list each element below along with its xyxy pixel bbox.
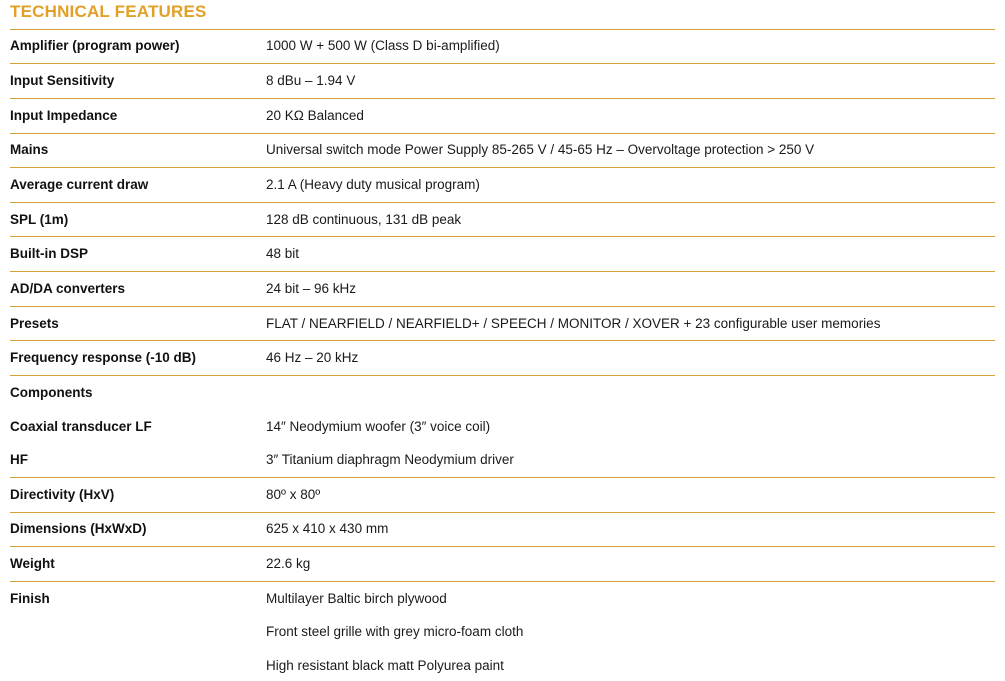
spec-label: AD/DA converters: [10, 281, 126, 296]
spec-label: Presets: [10, 316, 59, 331]
divider: [10, 375, 995, 376]
spec-value: 14″ Neodymium woofer (3″ voice coil): [266, 419, 491, 434]
spec-value: 625 x 410 x 430 mm: [266, 521, 389, 536]
divider: [10, 340, 995, 341]
divider: [10, 477, 995, 478]
spec-value: High resistant black matt Polyurea paint: [266, 658, 504, 673]
spec-value: 48 bit: [266, 246, 300, 261]
spec-value: 2.1 A (Heavy duty musical program): [266, 177, 480, 192]
spec-label: Components: [10, 385, 93, 400]
spec-value: FLAT / NEARFIELD / NEARFIELD+ / SPEECH / MONITOR / XOVER + 23 configurable user memories: [266, 316, 881, 331]
spec-label: SPL (1m): [10, 212, 69, 227]
divider: [10, 271, 995, 272]
divider: [10, 581, 995, 582]
spec-value: Multilayer Baltic birch plywood: [266, 591, 447, 606]
spec-label: Coaxial transducer LF: [10, 419, 152, 434]
spec-label: Directivity (HxV): [10, 487, 115, 502]
spec-label: Average current draw: [10, 177, 149, 192]
divider: [10, 202, 995, 203]
spec-value: 24 bit – 96 kHz: [266, 281, 357, 296]
divider: [10, 546, 995, 547]
spec-label: Input Impedance: [10, 108, 118, 123]
spec-value: 8 dBu – 1.94 V: [266, 73, 356, 88]
divider: [10, 167, 995, 168]
spec-value: 128 dB continuous, 131 dB peak: [266, 212, 462, 227]
spec-value: 20 KΩ Balanced: [266, 108, 364, 123]
spec-label: HF: [10, 452, 28, 467]
spec-value: 22.6 kg: [266, 556, 311, 571]
divider: [10, 133, 995, 134]
spec-label: Finish: [10, 591, 50, 606]
spec-value: Universal switch mode Power Supply 85-265 V / 45-65 Hz – Overvoltage protection > 250 V: [266, 142, 815, 157]
divider: [10, 512, 995, 513]
spec-label: Input Sensitivity: [10, 73, 115, 88]
divider: [10, 236, 995, 237]
spec-value: 3″ Titanium diaphragm Neodymium driver: [266, 452, 514, 467]
spec-label: Mains: [10, 142, 49, 157]
divider: [10, 98, 995, 99]
divider: [10, 29, 995, 30]
spec-label: Built-in DSP: [10, 246, 88, 261]
spec-value: 46 Hz – 20 kHz: [266, 350, 359, 365]
spec-value: 80º x 80º: [266, 487, 321, 502]
spec-label: Frequency response (-10 dB): [10, 350, 197, 365]
spec-value: 1000 W + 500 W (Class D bi-amplified): [266, 38, 500, 53]
spec-label: Weight: [10, 556, 55, 571]
spec-label: Amplifier (program power): [10, 38, 180, 53]
divider: [10, 306, 995, 307]
spec-value: Front steel grille with grey micro-foam cloth: [266, 624, 524, 639]
section-title: TECHNICAL FEATURES: [10, 2, 207, 21]
divider: [10, 63, 995, 64]
spec-label: Dimensions (HxWxD): [10, 521, 147, 536]
